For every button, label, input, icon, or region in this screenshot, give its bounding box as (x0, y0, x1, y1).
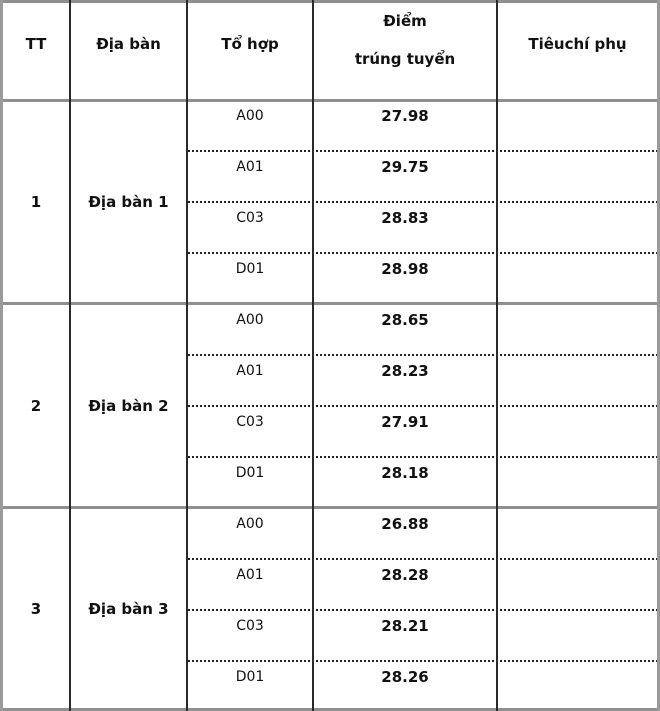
group-tt: 2 (30, 397, 42, 415)
combo-cell: A00 (236, 312, 264, 328)
combo-cell: A01 (236, 159, 264, 175)
column-divider (69, 0, 71, 711)
group-area: Địa bàn 2 (88, 397, 169, 415)
score-cell: 28.98 (381, 260, 429, 278)
score-cell: 28.21 (381, 617, 429, 635)
row-separator (188, 456, 658, 458)
row-separator (188, 354, 658, 356)
row-separator (188, 150, 658, 152)
combo-cell: D01 (235, 465, 265, 481)
score-cell: 28.18 (381, 464, 429, 482)
combo-cell: A01 (236, 567, 264, 583)
header-score-line2: trúng tuyển (354, 50, 456, 68)
header-divider (0, 99, 660, 102)
row-separator (188, 252, 658, 254)
score-cell: 28.65 (381, 311, 429, 329)
header-area: Địa bàn (96, 35, 161, 53)
combo-cell: C03 (236, 414, 264, 430)
header-criteria: Tiêuchí phụ (528, 35, 627, 53)
row-separator (188, 660, 658, 662)
combo-cell: C03 (236, 618, 264, 634)
combo-cell: D01 (235, 261, 265, 277)
header-tt: TT (25, 35, 47, 53)
group-divider (0, 302, 660, 305)
column-divider (186, 0, 188, 711)
group-area: Địa bàn 3 (88, 600, 169, 618)
combo-cell: A01 (236, 363, 264, 379)
table-border-top (0, 0, 660, 3)
score-cell: 28.28 (381, 566, 429, 584)
combo-cell: C03 (236, 210, 264, 226)
group-tt: 1 (30, 193, 42, 211)
combo-cell: D01 (235, 669, 265, 685)
score-cell: 27.91 (381, 413, 429, 431)
column-divider (496, 0, 498, 711)
group-area: Địa bàn 1 (88, 193, 169, 211)
row-separator (188, 201, 658, 203)
score-cell: 26.88 (381, 515, 429, 533)
combo-cell: A00 (236, 516, 264, 532)
combo-cell: A00 (236, 108, 264, 124)
header-score (313, 2, 497, 100)
group-divider (0, 506, 660, 509)
header-combo: Tổ hợp (221, 35, 279, 53)
group-tt: 3 (30, 600, 42, 618)
row-separator (188, 405, 658, 407)
score-cell: 28.23 (381, 362, 429, 380)
header-score-line1: Điểm (383, 12, 427, 30)
score-cell: 29.75 (381, 158, 429, 176)
score-cell: 28.83 (381, 209, 429, 227)
table-border-left (0, 0, 3, 711)
score-cell: 28.26 (381, 668, 429, 686)
column-divider (312, 0, 314, 711)
row-separator (188, 558, 658, 560)
row-separator (188, 609, 658, 611)
score-cell: 27.98 (381, 107, 429, 125)
